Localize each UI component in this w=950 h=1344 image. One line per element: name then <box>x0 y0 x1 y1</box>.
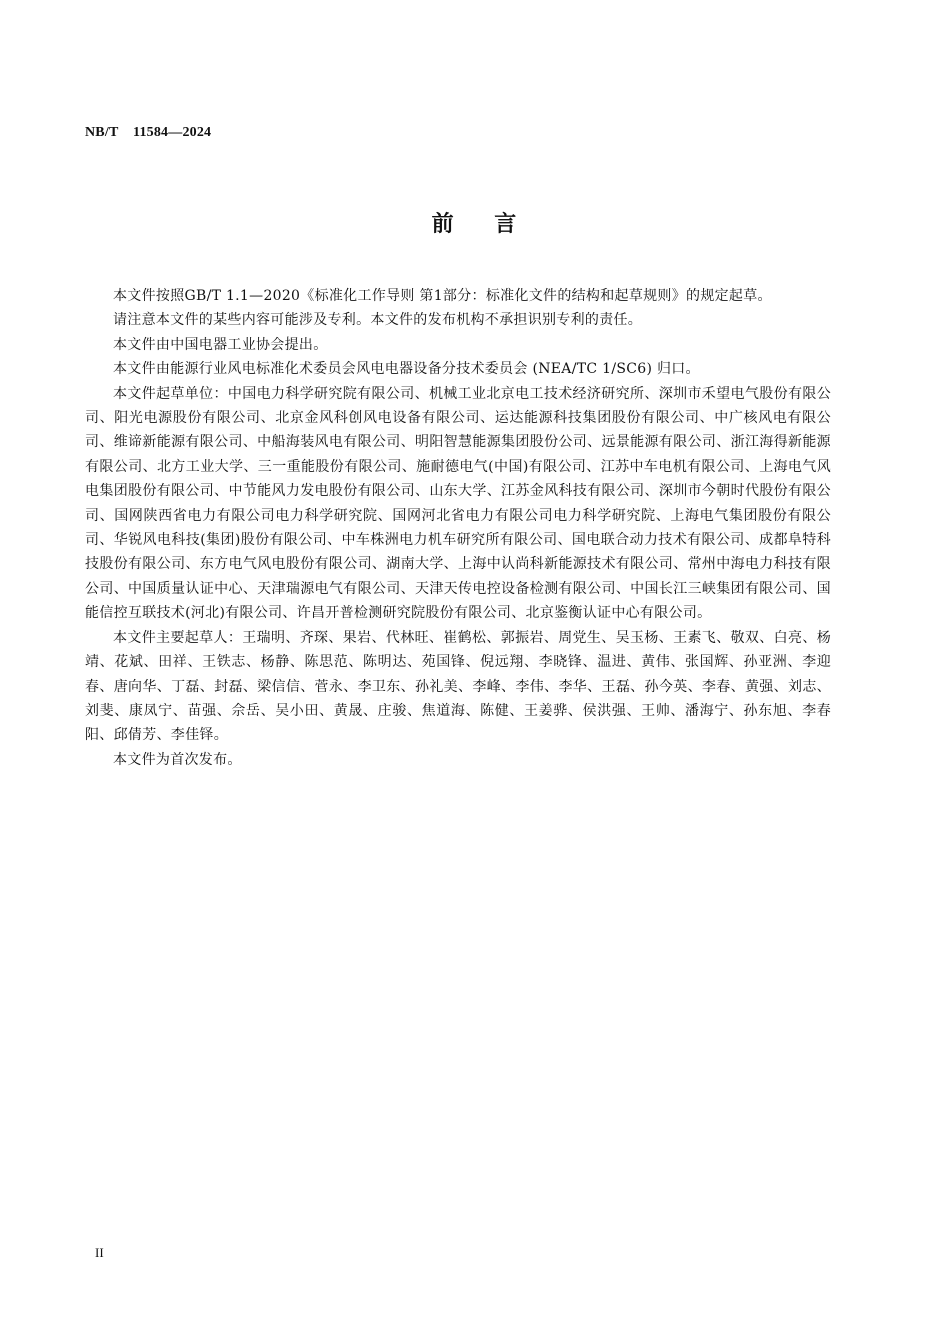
paragraph-main-drafters: 本文件主要起草人：王瑞明、齐琛、果岩、代林旺、崔鹤松、郭振岩、周党生、吴玉杨、王素飞、敬双、白亮、杨靖、花斌、田祥、王铁志、杨静、陈思范、陈明达、苑国锋、倪远翔、李晓锋、温进、黄伟、张国辉、孙亚洲、李迎春、唐向华、丁磊、封磊、梁信信、菅永、李卫东、孙礼美、李峰、李伟、李华、王磊、孙今英、李春、黄强、刘志、刘斐、康凤宁、苗强、佘岳、吴小田、黄晟、庄骏、焦道海、陈健、王姜骅、侯洪强、王帅、潘海宁、孙东旭、李春阳、邱倩芳、李佳铎。 <box>85 629 831 744</box>
document-body <box>85 284 831 772</box>
paragraph-patent-notice: 请注意本文件的某些内容可能涉及专利。本文件的发布机构不承担识别专利的责任。 <box>113 312 643 329</box>
paragraph-drafting-rules: 本文件按照GB/T 1.1—2020《标准化工作导则 第1部分：标准化文件的结构和起草规则》的规定起草。 <box>113 288 772 304</box>
paragraph-drafting-organizations: 本文件起草单位：中国电力科学研究院有限公司、机械工业北京电工技术经济研究所、深圳市禾望电气股份有限公司、阳光电源股份有限公司、北京金风科创风电设备有限公司、运达能源科技集团股份有限公司、中广核风电有限公司、维谛新能源有限公司、中船海装风电有限公司、明阳智慧能源集团股份公司、远景能源有限公司、浙江海得新能源有限公司、北方工业大学、三一重能股份有限公司、施耐德电气(中国)有限公司、江苏中车电机有限公司、上海电气风电集团股份有限公司、中节能风力发电股份有限公司、山东大学、江苏金风科技有限公司、深圳市今朝时代股份有限公司、国网陕西省电力有限公司电力科学研究院、国网河北省电力有限公司电力科学研究院、上海电气集团股份有限公司、华锐风电科技(集团)股份有限公司、中车株洲电力机车研究所有限公司、国电联合动力技术有限公司、成都阜特科技股份有限公司、东方电气风电股份有限公司、湖南大学、上海中认尚科新能源技术有限公司、常州中海电力科技有限公司、中国质量认证中心、天津瑞源电气有限公司、天津天传电控设备检测有限公司、中国长江三峡集团有限公司、国能信控互联技术(河北)有限公司、许昌开普检测研究院股份有限公司、北京鉴衡认证中心有限公司。 <box>85 385 831 622</box>
page-title: 前 言 <box>431 212 519 237</box>
paragraph-proposer: 本文件由中国电器工业协会提出。 <box>113 336 328 353</box>
paragraph-first-release: 本文件为首次发布。 <box>113 751 242 768</box>
page-number: II <box>95 1245 104 1260</box>
standard-code: NB/T 11584—2024 <box>85 125 212 140</box>
paragraph-responsible-committee: 本文件由能源行业风电标准化术委员会风电电器设备分技术委员会 (NEA/TC 1/SC6) 归口。 <box>113 361 700 378</box>
